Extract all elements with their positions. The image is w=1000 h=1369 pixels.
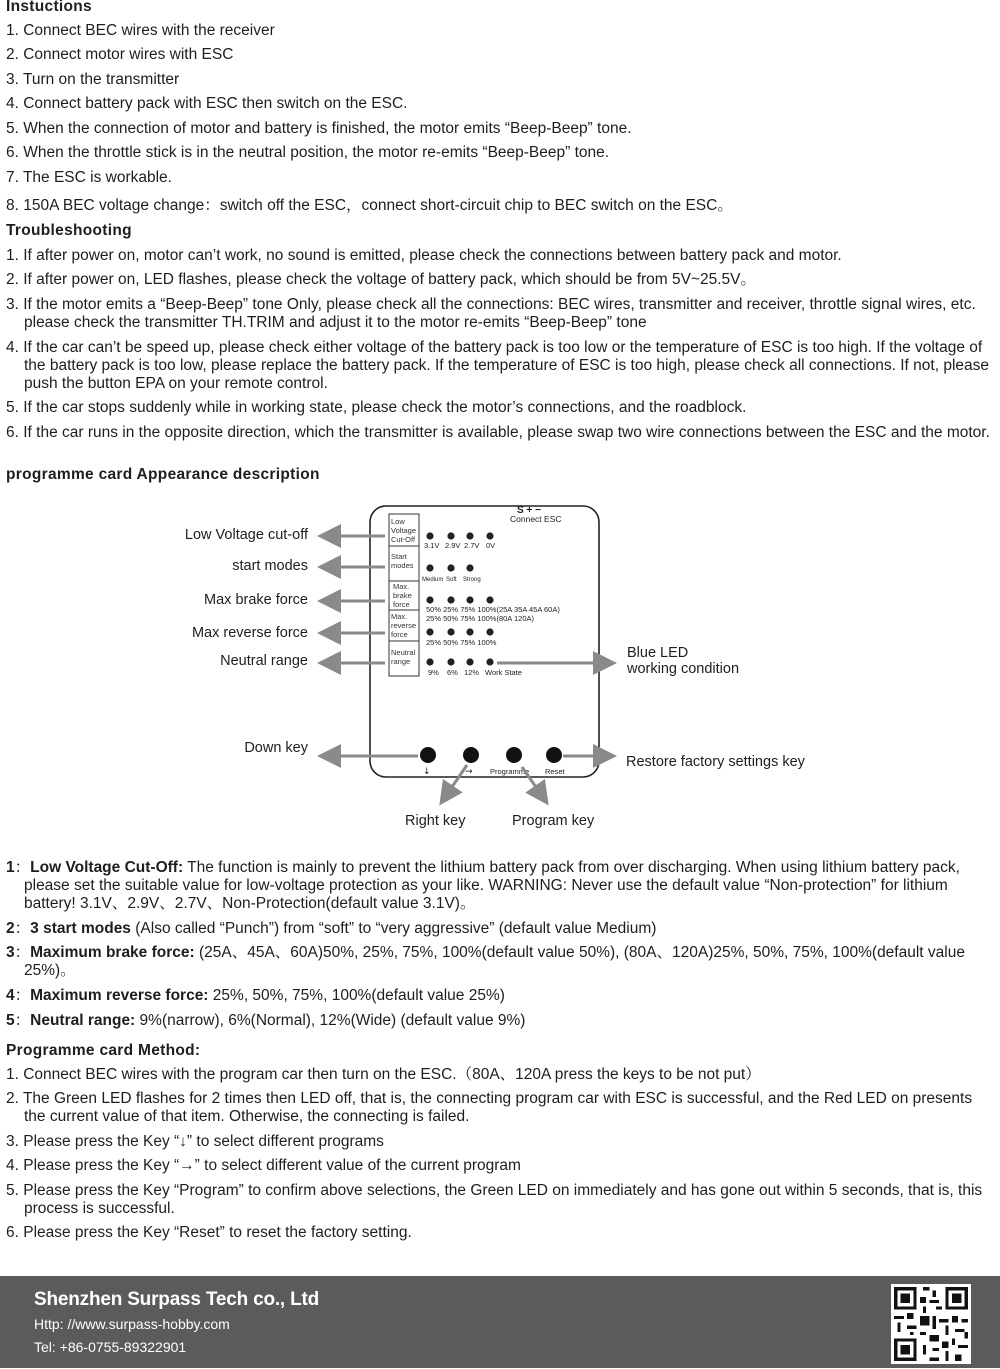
led-value: 2.9V: [445, 541, 461, 550]
led-dot: [466, 596, 473, 603]
led-value: Work State: [485, 668, 522, 677]
led-dot: [466, 628, 473, 635]
label-start-modes: start modes: [232, 558, 308, 574]
card-row-label: Max.: [393, 582, 410, 591]
instruction-item: 5. When the connection of motor and battery is finished, the motor emits “Beep-Beep” tone.: [6, 120, 632, 137]
function-item: 2：3 start modes (Also called “Punch”) from “soft” to “very aggressive” (default value Medium): [6, 920, 657, 937]
footer-bar: [0, 1276, 1000, 1368]
label-program-key: Program key: [512, 813, 595, 829]
instruction-item: 6. When the throttle stick is in the neutral position, the motor re-emits “Beep-Beep” tone.: [6, 144, 610, 161]
function-item: 4：Maximum reverse force: 25%, 50%, 75%, 100%(default value 25%): [6, 987, 505, 1004]
led-value: Medium: [422, 577, 444, 583]
appearance-title: programme card Appearance description: [6, 466, 320, 483]
card-row-label: range: [391, 657, 411, 666]
label-blue-led: Blue LED: [627, 645, 689, 661]
led-dot: [447, 532, 454, 539]
led-dot: [426, 532, 433, 539]
led-dot: [486, 596, 493, 603]
right-key-button[interactable]: [463, 747, 479, 763]
work-state-led: [486, 658, 493, 665]
led-value: Strong: [463, 577, 481, 583]
led-dot: [426, 564, 433, 571]
function-item: 1：Low Voltage Cut-Off: The function is mainly to prevent the lithium battery pack from over discharging. When using lithium battery pack, please set the suitable value for low-voltage protection as your like. WARNING: Never use the default value “Non-protection” for lithium battery! 3.1V、2.9V、2.7V、Non-Protection(default value 3.1V)。: [6, 859, 960, 912]
label-restore-factory: Restore factory settings key: [626, 754, 805, 770]
card-row-label: Low: [391, 517, 405, 526]
label-max-brake: Max brake force: [204, 592, 308, 608]
instruction-item: 2. Connect motor wires with ESC: [6, 46, 234, 63]
troubleshooting-item: 4. If the car can’t be speed up, please check either voltage of the battery pack is too low or the temperature of ESC is too high. If the voltage of the battery pack is too low, please replace the battery pack. If the temperature of ESC is too high, please check all connections. If not, please push the button EPA on your remote control.: [6, 339, 989, 392]
card-row-label: Voltage: [391, 526, 417, 535]
company-url[interactable]: Http: //www.surpass-hobby.com: [34, 1316, 230, 1332]
connector-pins: S + −: [517, 505, 541, 516]
function-item: 3：Maximum brake force: (25A、45A、60A)50%, 25%, 75%, 100%(default value 50%), (80A、120A)25%, 50%, 75%, 100%(default value 25%)。: [6, 944, 965, 979]
card-row-label: force: [393, 600, 410, 609]
label-max-reverse: Max reverse force: [191, 625, 308, 641]
method-title: Programme card Method:: [6, 1042, 201, 1059]
program-key-label: Programme: [490, 767, 530, 776]
instruction-item: 3. Turn on the transmitter: [6, 71, 180, 88]
method-item: 3. Please press the Key “↓” to select different programs: [6, 1133, 384, 1150]
card-row-label: Max.: [391, 612, 408, 621]
label-low-voltage: Low Voltage cut-off: [184, 527, 308, 543]
method-item: 6. Please press the Key “Reset” to reset the factory setting.: [6, 1224, 412, 1241]
led-value: 2.7V: [464, 541, 480, 550]
method-item: 5. Please press the Key “Program” to confirm above selections, the Green LED on immediately and has gone out within 5 seconds, that is, this process is successful.: [6, 1182, 983, 1217]
troubleshooting-item: 5. If the car stops suddenly while in working state, please check the motor’s connections, and the roadblock.: [6, 399, 747, 416]
led-dot: [466, 564, 473, 571]
card-row-label: force: [391, 630, 408, 639]
led-value: 6%: [447, 668, 458, 677]
led-dot: [447, 564, 454, 571]
led-dot: [447, 658, 454, 665]
led-value: 3.1V: [424, 541, 440, 550]
company-tel: Tel: +86-0755-89322901: [34, 1339, 187, 1355]
card-row-label: reverse: [391, 621, 417, 630]
reset-key-label: Reset: [545, 767, 565, 776]
led-value: Soft: [446, 577, 457, 583]
card-row-label: Start: [391, 552, 407, 561]
instruction-item: 8. 150A BEC voltage change：switch off the ESC，connect short-circuit chip to BEC switch on the ESC。: [6, 197, 733, 214]
method-item: 2. The Green LED flashes for 2 times then LED off, that is, the connecting program car with ESC is successful, and the Red LED on presents the current value of that item. Otherwise, the connecting is failed.: [6, 1090, 973, 1125]
troubleshooting-item: 3. If the motor emits a “Beep-Beep” tone Only, please check all the connections: BEC wires, transmitter and receiver, throttle signal wires, etc. please check the transmitter TH.TRIM and adjust it to the motor re-emits “Beep-Beep” tone: [6, 296, 976, 331]
instruction-item: 1. Connect BEC wires with the receiver: [6, 22, 275, 39]
led-dot: [486, 628, 493, 635]
led-dot: [426, 658, 433, 665]
led-dot: [426, 596, 433, 603]
card-row-label: Cut-Off: [391, 535, 416, 544]
instruction-item: 4. Connect battery pack with ESC then switch on the ESC.: [6, 95, 408, 112]
down-key-label: ↓: [423, 767, 431, 777]
led-value: 0V: [486, 541, 496, 550]
led-dot: [447, 596, 454, 603]
led-value: 12%: [464, 668, 480, 677]
led-dot: [426, 628, 433, 635]
led-value: 9%: [428, 668, 439, 677]
label-down-key: Down key: [244, 740, 308, 756]
label-right-key: Right key: [405, 813, 466, 829]
function-item: 5：Neutral range: 9%(narrow), 6%(Normal), 12%(Wide) (default value 9%): [6, 1012, 526, 1029]
card-row-label: modes: [391, 561, 414, 570]
card-row-label: brake: [393, 591, 412, 600]
label-working-condition: working condition: [627, 661, 740, 677]
troubleshooting-item: 1. If after power on, motor can’t work, no sound is emitted, please check the connections between battery pack and motor.: [6, 247, 842, 264]
instructions-title: Instuctions: [6, 0, 92, 15]
label-neutral-range: Neutral range: [220, 653, 308, 669]
down-key-button[interactable]: [420, 747, 436, 763]
led-dot: [486, 532, 493, 539]
led-value: 25% 50% 75% 100%(80A 120A): [426, 614, 534, 623]
program-key-button[interactable]: [506, 747, 522, 763]
connector-label: Connect ESC: [510, 514, 562, 524]
led-value: 25% 50% 75% 100%: [426, 638, 497, 647]
company-name: Shenzhen Surpass Tech co., Ltd: [34, 1289, 320, 1310]
method-item: 1. Connect BEC wires with the program car then turn on the ESC.（80A、120A press the keys to be not put）: [6, 1066, 761, 1083]
troubleshooting-title: Troubleshooting: [6, 222, 132, 239]
qr-code-icon: [891, 1284, 971, 1364]
led-value: 50% 25% 75% 100%(25A 35A 45A 60A): [426, 605, 560, 614]
troubleshooting-item: 6. If the car runs in the opposite direction, which the transmitter is available, please swap two wire connections between the ESC and the motor.: [6, 424, 990, 441]
instruction-item: 7. The ESC is workable.: [6, 169, 172, 186]
programme-card-diagram: [0, 488, 1000, 838]
card-row-label: Neutral: [391, 648, 416, 657]
led-dot: [466, 532, 473, 539]
reset-key-button[interactable]: [546, 747, 562, 763]
led-dot: [447, 628, 454, 635]
method-item: 4. Please press the Key “→” to select different value of the current program: [6, 1157, 521, 1174]
led-dot: [466, 658, 473, 665]
right-key-label: →: [465, 767, 473, 777]
troubleshooting-item: 2. If after power on, LED flashes, please check the voltage of battery pack, which should be from 5V~25.5V。: [6, 271, 757, 288]
